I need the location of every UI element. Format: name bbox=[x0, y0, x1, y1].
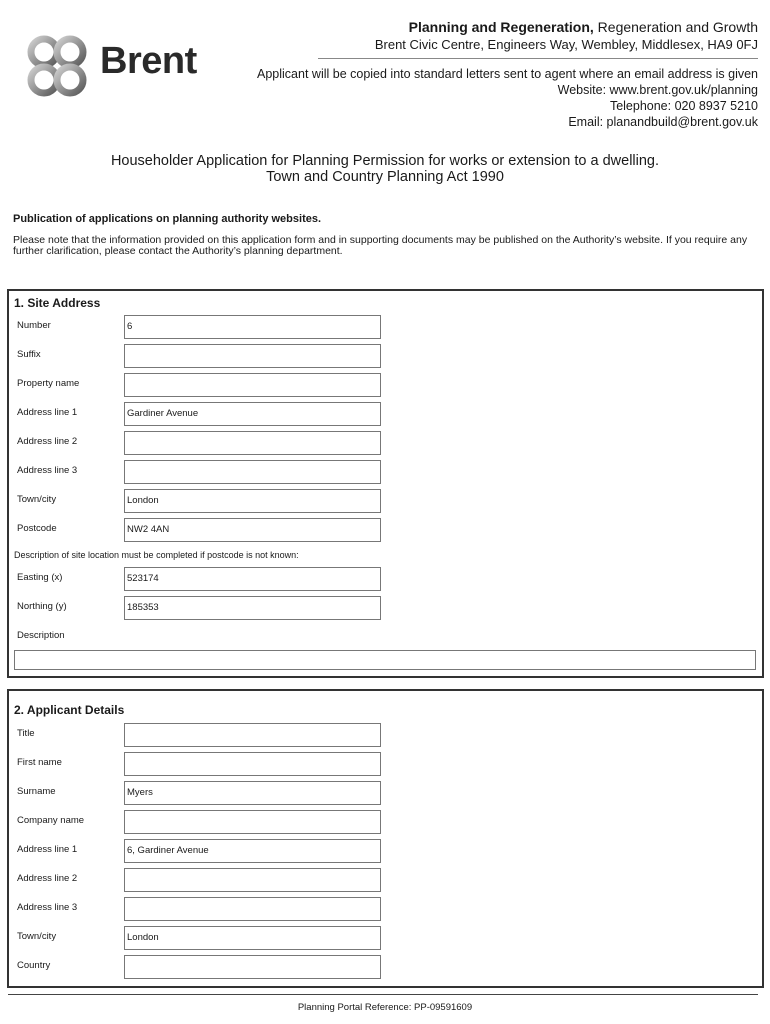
telephone-line: Telephone: 020 8937 5210 bbox=[609, 99, 758, 113]
address-line3-label: Address line 3 bbox=[17, 465, 78, 476]
portal-reference: Planning Portal Reference: PP-09591609 bbox=[297, 1002, 473, 1013]
agent-notice: Applicant will be copied into standard letters sent to agent where an email address is given bbox=[257, 67, 758, 81]
site-address-section bbox=[7, 289, 764, 678]
town-city-label: Town/city bbox=[17, 494, 57, 505]
form-title-line2: Town and Country Planning Act 1990 bbox=[266, 169, 504, 185]
applicant-address-line3-label: Address line 3 bbox=[17, 902, 78, 913]
division-name: Regeneration and Growth bbox=[597, 19, 758, 35]
surname-field[interactable]: Myers bbox=[124, 781, 381, 805]
applicant-town-city-field[interactable]: London bbox=[124, 926, 381, 950]
footer-divider bbox=[8, 994, 758, 995]
property-name-label: Property name bbox=[17, 378, 80, 389]
publication-text: Please note that the information provided on this application form and in supporting documents may be published on the Authority’s website. If you require any further clarification, please contact the Authority’s planning department. bbox=[13, 234, 748, 257]
company-name-label: Company name bbox=[17, 815, 85, 826]
brent-logo-icon bbox=[24, 34, 104, 104]
address-line3-field[interactable] bbox=[124, 460, 381, 484]
location-note: Description of site location must be completed if postcode is not known: bbox=[14, 550, 299, 560]
postcode-label: Postcode bbox=[17, 523, 57, 534]
website-line: Website: www.brent.gov.uk/planning bbox=[557, 83, 758, 97]
suffix-field[interactable] bbox=[124, 344, 381, 368]
company-name-field[interactable] bbox=[124, 810, 381, 834]
department-line bbox=[218, 19, 758, 36]
applicant-title-label: Title bbox=[17, 728, 35, 739]
number-field[interactable]: 6 bbox=[124, 315, 381, 339]
address-line1-field[interactable]: Gardiner Avenue bbox=[124, 402, 381, 426]
applicant-address-line2-label: Address line 2 bbox=[17, 873, 78, 884]
address-line2-label: Address line 2 bbox=[17, 436, 78, 447]
easting-field[interactable]: 523174 bbox=[124, 567, 381, 591]
easting-label: Easting (x) bbox=[17, 572, 63, 583]
northing-label: Northing (y) bbox=[17, 601, 67, 612]
surname-label: Surname bbox=[17, 786, 56, 797]
description-field[interactable] bbox=[14, 650, 756, 670]
form-title-line1: Householder Application for Planning Permission for works or extension to a dwelling. bbox=[110, 153, 660, 169]
council-header bbox=[218, 19, 758, 130]
applicant-address-line3-field[interactable] bbox=[124, 897, 381, 921]
northing-field[interactable]: 185353 bbox=[124, 596, 381, 620]
first-name-label: First name bbox=[17, 757, 62, 768]
email-line: Email: planandbuild@brent.gov.uk bbox=[568, 115, 758, 129]
property-name-field[interactable] bbox=[124, 373, 381, 397]
address-line1-label: Address line 1 bbox=[17, 407, 78, 418]
applicant-address-line1-label: Address line 1 bbox=[17, 844, 78, 855]
postcode-field[interactable]: NW2 4AN bbox=[124, 518, 381, 542]
description-label: Description bbox=[17, 630, 65, 641]
publication-heading: Publication of applications on planning authority websites. bbox=[13, 213, 322, 225]
department-name: Planning and Regeneration, bbox=[408, 19, 594, 35]
applicant-town-city-label: Town/city bbox=[17, 931, 57, 942]
applicant-address-line1-field[interactable]: 6, Gardiner Avenue bbox=[124, 839, 381, 863]
site-address-title: 1. Site Address bbox=[14, 296, 101, 310]
country-label: Country bbox=[17, 960, 51, 971]
council-address: Brent Civic Centre, Engineers Way, Wembley, Middlesex, HA9 0FJ bbox=[318, 36, 758, 59]
address-line2-field[interactable] bbox=[124, 431, 381, 455]
applicant-details-title: 2. Applicant Details bbox=[14, 703, 125, 717]
form-title bbox=[0, 153, 770, 185]
applicant-details-section bbox=[7, 689, 764, 988]
applicant-address-line2-field[interactable] bbox=[124, 868, 381, 892]
country-field[interactable] bbox=[124, 955, 381, 979]
first-name-field[interactable] bbox=[124, 752, 381, 776]
town-city-field[interactable]: London bbox=[124, 489, 381, 513]
brent-logo-text: Brent bbox=[100, 40, 197, 82]
suffix-label: Suffix bbox=[17, 349, 41, 360]
applicant-title-field[interactable] bbox=[124, 723, 381, 747]
number-label: Number bbox=[17, 320, 51, 331]
